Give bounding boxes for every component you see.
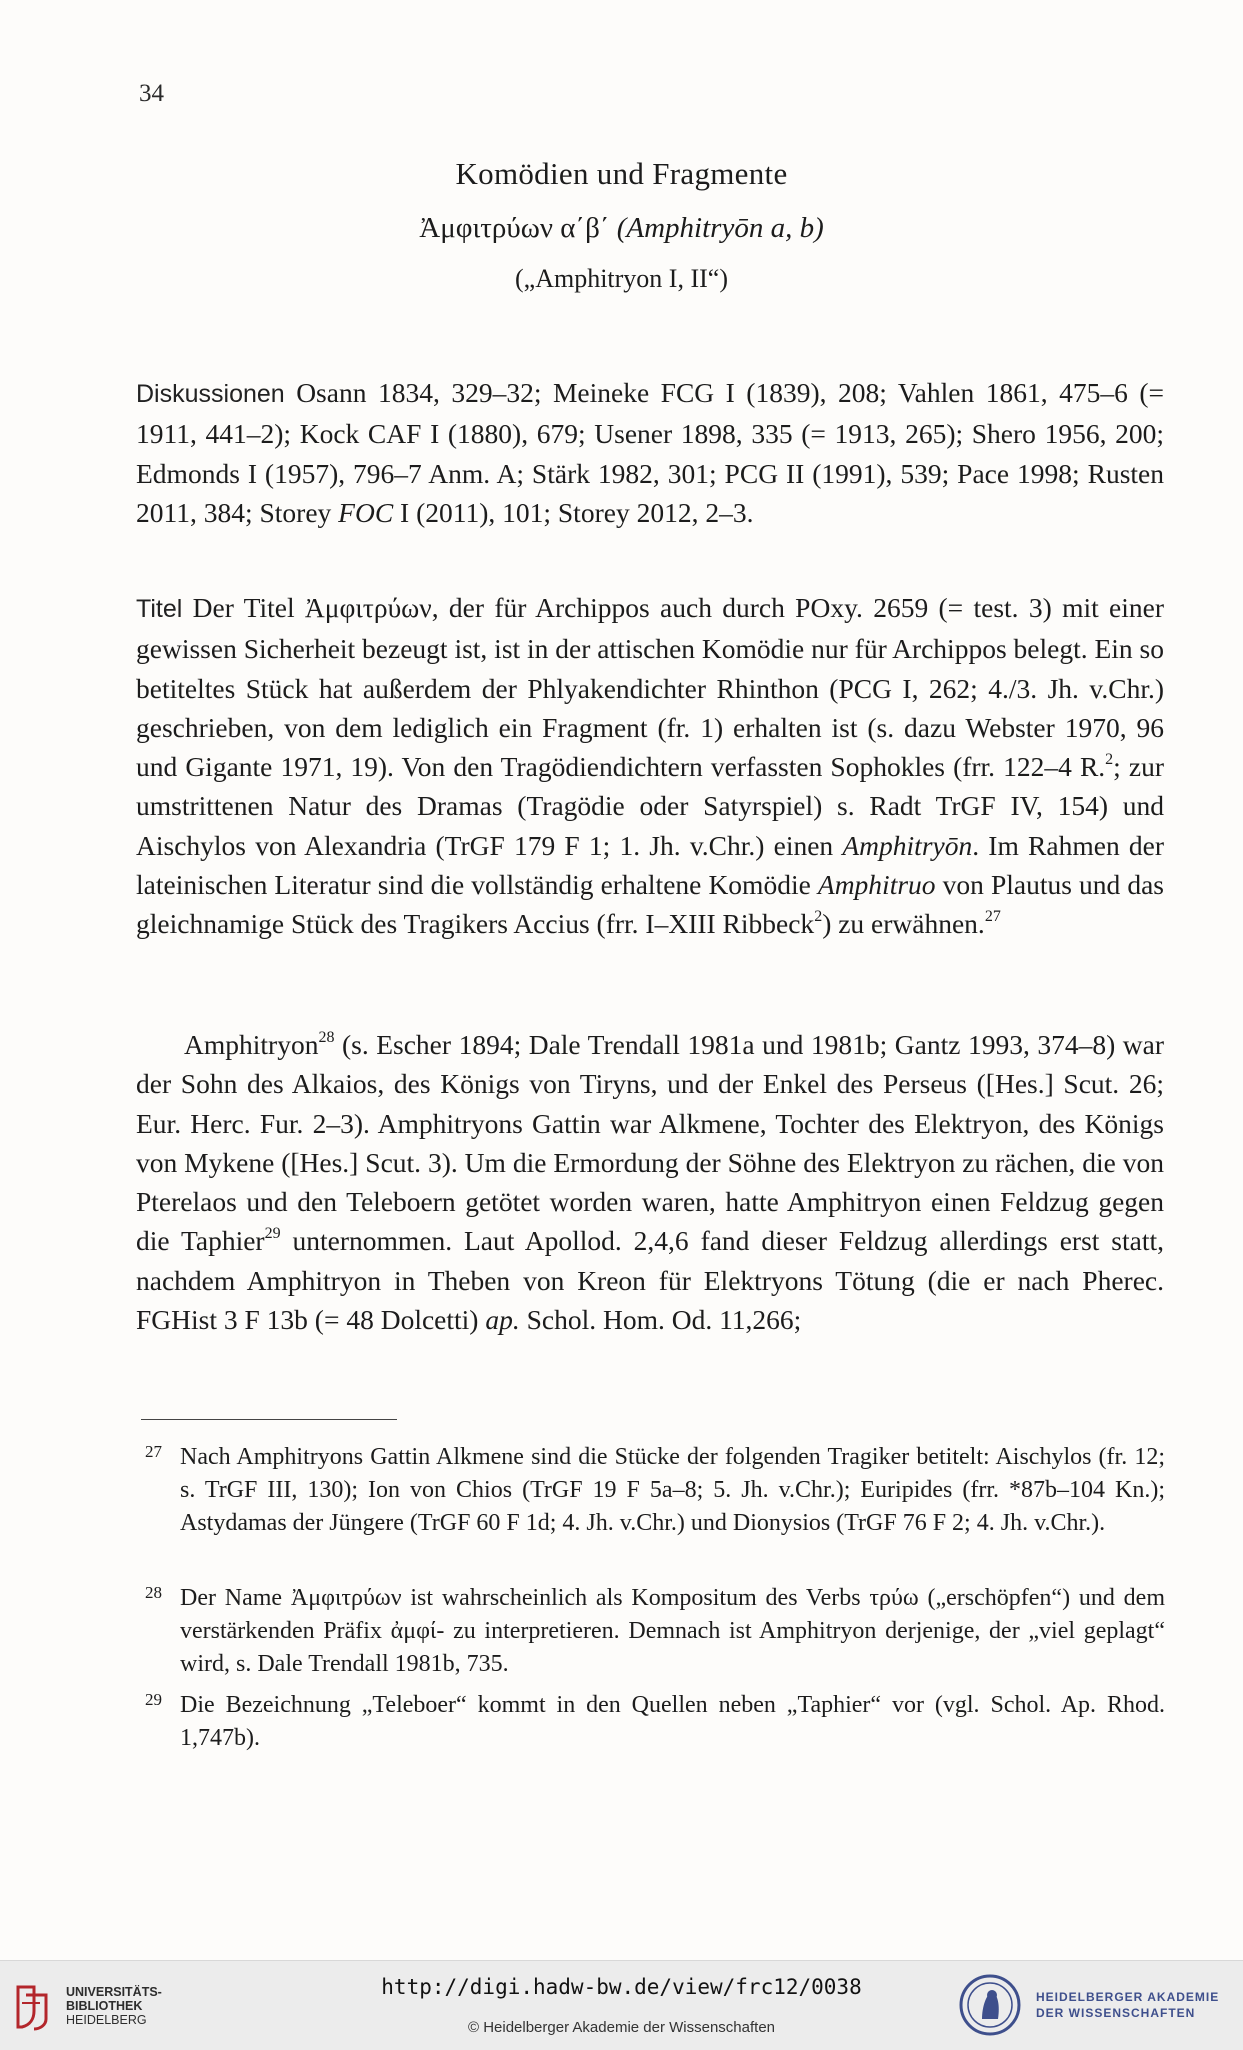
titel-sup-2: 2	[814, 908, 823, 926]
viewer-footer	[0, 1960, 1243, 2050]
diskussionen-text-end: I (2011), 101; Storey 2012, 2–3.	[393, 496, 754, 528]
footnote-ref-28[interactable]: 28	[318, 1028, 335, 1046]
footnote-number: 29	[145, 1690, 162, 1709]
section-diskussionen	[136, 373, 1164, 532]
section-titel	[136, 588, 1164, 944]
amphitryon-text-3: unternommen. Laut Apollod. 2,4,6 fand dieser Feldzug allerdings erst statt, nachdem Amphitryon in Theben von Kreon für Elektryons Tötung (die er nach Pherec. FGHist 3 F 13b (= 48 Dolcetti)	[136, 1225, 1165, 1336]
play-title-latin: (Amphitryōn a, b)	[616, 212, 824, 244]
footnote-ref-29[interactable]: 29	[264, 1225, 281, 1243]
titel-text-5: ) zu erwähnen.	[822, 908, 985, 940]
amphitryon-em-ap: ap.	[485, 1304, 520, 1336]
titel-em-2: Amphitruo	[817, 869, 936, 901]
footnote-divider	[141, 1419, 397, 1420]
play-title	[0, 212, 1243, 245]
footnote-number: 28	[145, 1583, 162, 1602]
footnote-27	[145, 1441, 1165, 1540]
footnote-text: Der Name Ἀμφιτρύων ist wahrscheinlich als Kompositum des Verbs τρύω („erschöpfen“) und dem verstärkenden Präfix ἀμφί- zu interpretieren. Demnach ist Amphitryon derjenige, der „viel geplagt“ wird, s. Dale Trendall 1981b, 735.	[180, 1585, 1165, 1677]
titel-text-1: Der Titel Ἀμφιτρύων, der für Archippos auch durch POxy. 2659 (= test. 3) mit einer gewissen Sicherheit bezeugt ist, ist in der attischen Komödie nur für Archippos belegt. Ein so betiteltes Stück hat außerdem der Phlyakendichter Rhinthon (PCG I, 262; 4./3. Jh. v.Chr.) geschrieben, von dem lediglich ein Fragment (fr. 1) erhalten ist (s. dazu Webster 1970, 96 und Gigante 1971, 19). Von den Tragödiendichtern verfassten Sophokles (frr. 122–4 R.	[136, 592, 1165, 783]
university-library-name: UNIVERSITÄTS- BIBLIOTHEK HEIDELBERG	[66, 1985, 162, 2027]
section-label-diskussionen: Diskussionen	[136, 380, 285, 408]
footnote-ref-27[interactable]: 27	[984, 908, 1001, 926]
titel-text-3: . Im Rahmen der lateinischen Literatur sind die vollständig erhaltene Komödie	[136, 829, 1164, 901]
play-title-greek: Ἀμφιτρύων α΄β΄	[419, 212, 610, 244]
footnote-text: Die Bezeichnung „Teleboer“ kommt in den Quellen neben „Taphier“ vor (vgl. Schol. Ap. Rhod. 1,747b).	[180, 1692, 1165, 1751]
footnote-29	[145, 1689, 1165, 1755]
academy-name: HEIDELBERGER AKADEMIE DER WISSENSCHAFTEN	[1036, 1990, 1220, 2020]
footnote-number: 27	[145, 1442, 162, 1461]
page-number: 34	[139, 80, 164, 107]
section-label-titel: Titel	[136, 595, 183, 623]
academy-seal-icon	[958, 1973, 1022, 2037]
copyright-notice: © Heidelberger Akademie der Wissenschaften	[467, 2019, 776, 2036]
amphitryon-text-4: Schol. Hom. Od. 11,266;	[519, 1304, 802, 1336]
titel-em-1: Amphitryōn	[842, 829, 973, 861]
titel-sup-1: 2	[1105, 751, 1114, 769]
diskussionen-foc: FOC	[338, 496, 394, 528]
amphitryon-text-2: (s. Escher 1894; Dale Trendall 1981a und 1981b; Gantz 1993, 374–8) war der Sohn des Alkaios, des Königs von Tiryns, und der Enkel des Perseus ([Hes.] Scut. 26; Eur. Herc. Fur. 2–3). Amphitryons Gattin war Alkmene, Tochter des Elektryon, des Königs von Mykene ([Hes.] Scut. 3). Um die Ermordung der Söhne des Elektryon zu rächen, die von Pterelaos und den Teleboern getötet worden waren, hatte Amphitryon einen Feldzug gegen die Taphier	[136, 1029, 1164, 1257]
page-title: Komödien und Fragmente	[455, 156, 788, 191]
diskussionen-text: Osann 1834, 329–32; Meineke FCG I (1839), 208; Vahlen 1861, 475–6 (= 1911, 441–2); Kock CAF I (1880), 679; Usener 1898, 335 (= 1913, 265); Shero 1956, 200; Edmonds I (1957), 796–7 Anm. A; Stärk 1982, 301; PCG II (1991), 539; Pace 1998; Rusten 2011, 384; Storey	[136, 377, 1165, 528]
section-amphitryon	[136, 1025, 1164, 1339]
titel-text-4: von Plautus und das gleichnamige Stück des Tragikers Accius (frr. I–XIII Ribbeck	[136, 869, 1165, 940]
permalink-url[interactable]: http://digi.hadw-bw.de/view/frc12/0038	[381, 1975, 862, 1999]
amphitryon-text-1: Amphitryon	[184, 1029, 319, 1060]
titel-text-2: ; zur umstrittenen Natur des Dramas (Tragödie oder Satyrspiel) s. Radt TrGF IV, 154) und Aischylos von Alexandria (TrGF 179 F 1; 1. Jh. v.Chr.) einen	[136, 751, 1164, 861]
footnote-28	[145, 1582, 1165, 1681]
play-title-translation: („Amphitryon I, II“)	[515, 264, 728, 293]
footnote-text: Nach Amphitryons Gattin Alkmene sind die Stücke der folgenden Tragiker betitelt: Aischylos (fr. 12; s. TrGF III, 130); Ion von Chios (TrGF 19 F 5a–8; 5. Jh. v.Chr.); Euripides (frr. *87b–104 Kn.); Astydamas der Jüngere (TrGF 60 F 1d; 4. Jh. v.Chr.) und Dionysios (TrGF 76 F 2; 4. Jh. v.Chr.).	[180, 1444, 1165, 1536]
